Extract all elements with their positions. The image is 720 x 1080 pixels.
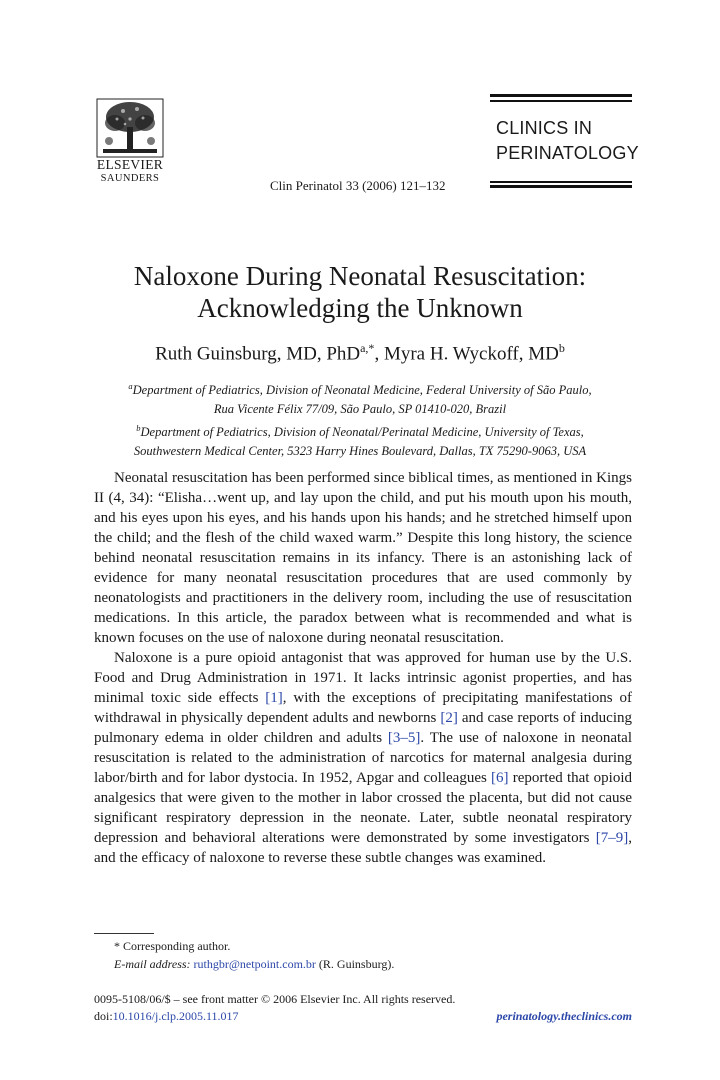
affiliation-line: Department of Pediatrics, Division of Neonatal/Perinatal Medicine, University of Texas, (140, 425, 584, 440)
masthead-rule (490, 181, 632, 183)
doi-label: doi: (94, 1009, 113, 1023)
article-title (60, 260, 660, 324)
paragraph-text: , with the exceptions of precipitating manifestations of withdrawal in physically dependent adults and newborns (94, 690, 632, 726)
publisher-imprint: SAUNDERS (100, 173, 160, 184)
email-footnote (114, 957, 394, 972)
paragraph-text: reported that opioid analgesics that were given to the mother in labor crossed the placenta, but did not cause significant respiratory depression in the neonate. Later, subtle neonatal respiratory depression and behavioral alterations were demonstrated by some investigators (94, 770, 632, 846)
author-affiliation-marker: a,* (360, 341, 375, 355)
author-separator: , (374, 343, 384, 365)
paragraph-text: . The use of naloxone in neonatal resuscitation is related to the administration of narcotics for maternal analgesia during labor/birth and for labor dystocia. In 1952, Apgar and colleagues (94, 730, 633, 786)
affiliation-line: Rua Vicente Félix 77/09, São Paulo, SP 01410-020, Brazil (213, 402, 507, 417)
email-link[interactable]: ruthgbr@netpoint.com.br (193, 957, 316, 971)
email-label: E-mail address: (114, 957, 191, 971)
author-name: Ruth Guinsburg, MD, PhD (155, 343, 361, 365)
email-suffix: (R. Guinsburg). (315, 957, 395, 971)
doi-link[interactable]: 10.1016/j.clp.2005.11.017 (112, 1009, 239, 1023)
publisher-name: ELSEVIER (96, 157, 164, 172)
journal-masthead (490, 94, 639, 188)
reference-link[interactable]: [3–5] (387, 730, 421, 746)
paragraph-text: , and the efficacy of naloxone to reverse these subtle changes was examined. (94, 830, 632, 866)
footnote-divider (94, 933, 154, 934)
tree-logo-icon (95, 97, 165, 159)
journal-website-link[interactable]: perinatology.theclinics.com (496, 1009, 632, 1023)
author-name: Myra H. Wyckoff, MD (383, 343, 559, 365)
affiliation-line: Southwestern Medical Center, 5323 Harry Hines Boulevard, Dallas, TX 75290-9063, USA (133, 444, 587, 459)
title-line: Naloxone During Neonatal Resuscitation: (133, 261, 587, 291)
masthead-rule (490, 185, 632, 188)
affiliation (100, 419, 620, 442)
affiliation-line: Department of Pediatrics, Division of Neonatal Medicine, Federal University of São Paulo, (132, 383, 592, 398)
article-body (94, 468, 632, 868)
affiliation-marker: a (128, 381, 133, 391)
paragraph-text: and case reports of inducing pulmonary edema in older children and adults (94, 710, 632, 746)
reference-link[interactable]: [7–9] (595, 830, 629, 846)
title-line: Acknowledging the Unknown (197, 293, 523, 323)
affiliations (100, 377, 620, 461)
affiliation-marker: b (136, 423, 141, 434)
paragraph (94, 648, 632, 868)
author-affiliation-marker: b (558, 341, 565, 355)
journal-citation: Clin Perinatol 33 (2006) 121–132 (270, 178, 446, 193)
reference-link[interactable]: [2] (440, 710, 458, 726)
author-list (60, 341, 660, 365)
corresponding-author-note: * Corresponding author. (114, 939, 231, 953)
reference-link[interactable]: [6] (491, 770, 509, 786)
reference-link[interactable]: [1] (265, 690, 283, 706)
doi-line (94, 1009, 239, 1024)
journal-name-line1: CLINICS IN (496, 118, 593, 138)
copyright-line: 0095-5108/06/$ – see front matter © 2006 Elsevier Inc. All rights reserved. (94, 992, 456, 1006)
journal-name-line2: PERINATOLOGY (496, 143, 639, 163)
affiliation (100, 377, 620, 400)
paragraph-text: Naloxone is a pure opioid antagonist that was approved for human use by the U.S. Food and Drug Administration in 1971. It lacks intrinsic agonist properties, and has minimal toxic side effects (94, 650, 632, 706)
paragraph: Neonatal resuscitation has been performed since biblical times, as mentioned in Kings II (4, 34): “Elisha…went up, and lay upon the child, and put his mouth upon his mouth, and his eyes upon his eyes, and his hands upon his hands; and he stretched himself upon the child; and the flesh of the child waxed warm.” Despite this long history, the science behind neonatal resuscitation remains in its infancy. There is an astonishing lack of evidence for many neonatal resuscitation procedures that are used commonly by neonatologists and practitioners in the delivery room, including the use of resuscitation medications. In this article, the paradox between what is recommended and what is known focuses on the use of naloxone during neonatal resuscitation. (94, 470, 632, 646)
masthead-rule (490, 100, 632, 102)
masthead-rule (490, 94, 632, 97)
